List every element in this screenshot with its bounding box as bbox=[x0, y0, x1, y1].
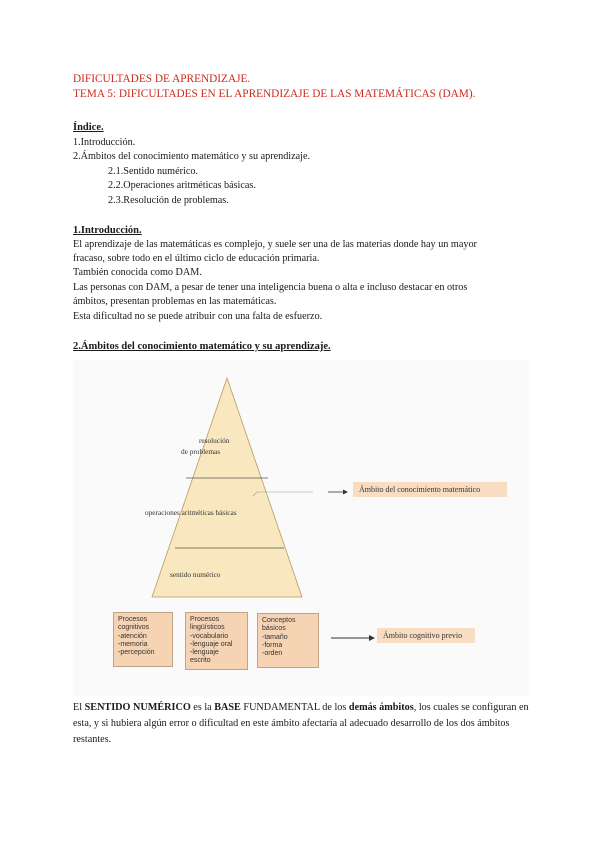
intro-line: Las personas con DAM, a pesar de tener una inteligencia buena o alta e incluso destacar en otros bbox=[73, 282, 468, 293]
label-cognitive-domain: Ámbito cognitivo previo bbox=[377, 628, 475, 643]
intro-line: ámbitos, presentan problemas en las matemáticas. bbox=[73, 296, 277, 307]
index-item: 1.Introducción. bbox=[73, 137, 136, 148]
index-subitem: 2.3.Resolución de problemas. bbox=[108, 195, 229, 206]
pyramid-top-label: de problemas bbox=[181, 447, 221, 456]
intro-heading: 1.Introducción. bbox=[73, 225, 142, 236]
doc-title: DIFICULTADES DE APRENDIZAJE. bbox=[73, 73, 251, 85]
closing-paragraph: El SENTIDO NUMÉRICO es la BASE FUNDAMENTAL de los demás ámbitos, los cuales se configuran en esta, y si hubiera algún error o dificultad en este ámbito afectaría al adecuado desarrollo de los dos ámbitos restantes. bbox=[73, 702, 529, 745]
pyramid-bottom-label: sentido numérico bbox=[170, 570, 221, 579]
knowledge-pyramid-figure bbox=[73, 360, 529, 696]
index-subitem: 2.1.Sentido numérico. bbox=[108, 166, 198, 177]
arrow-head bbox=[343, 490, 348, 495]
pyramid-middle-label: operaciones aritméticas básicas bbox=[145, 508, 237, 517]
pyramid-shape bbox=[152, 378, 302, 597]
emphasis: demás ámbitos bbox=[348, 702, 414, 713]
arrow-head bbox=[369, 635, 375, 641]
box-basic-concepts: Conceptos básicos -tamaño -forma -orden bbox=[257, 613, 319, 668]
doc-subtitle: TEMA 5: DIFICULTADES EN EL APRENDIZAJE DE LAS MATEMÁTICAS (DAM). bbox=[73, 88, 476, 100]
index-subitem: 2.2.Operaciones aritméticas básicas. bbox=[108, 180, 256, 191]
index-item: 2.Ámbitos del conocimiento matemático y su aprendizaje. bbox=[73, 151, 311, 162]
intro-line: El aprendizaje de las matemáticas es complejo, y suele ser una de las materias donde hay un mayor bbox=[73, 239, 477, 250]
box-linguistic-processes: Procesos lingüísticos -vocabulario -lenguaje oral -lenguaje escrito bbox=[185, 612, 248, 670]
index-heading: Índice. bbox=[73, 122, 104, 133]
emphasis: SENTIDO NUMÉRICO bbox=[84, 702, 191, 713]
emphasis: BASE bbox=[214, 702, 241, 713]
pyramid-top-label: resolución bbox=[199, 436, 230, 445]
label-math-domain: Ámbito del conocimiento matemático bbox=[353, 482, 507, 497]
intro-line: fracaso, sobre todo en el último ciclo de educación primaria. bbox=[73, 253, 320, 264]
box-cognitive-processes: Procesos cognitivos -atención -memoria -percepción bbox=[113, 612, 173, 667]
section2-heading: 2.Ámbitos del conocimiento matemático y su aprendizaje. bbox=[73, 341, 331, 352]
intro-line: Esta dificultad no se puede atribuir con una falta de esfuerzo. bbox=[73, 311, 323, 322]
intro-line: También conocida como DAM. bbox=[73, 267, 202, 278]
